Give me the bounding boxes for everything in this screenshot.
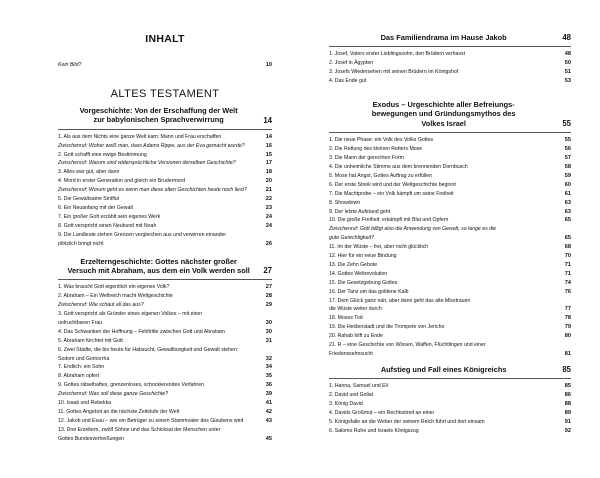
toc-entry[interactable] [58,408,272,417]
divider [58,129,272,130]
entry-page: 17 [265,160,272,167]
entry-list [58,133,272,249]
entry-page: 21 [265,187,272,194]
toc-entry[interactable] [58,292,272,301]
toc-entry[interactable] [329,323,571,332]
toc-entry[interactable] [58,240,272,249]
toc-entry[interactable] [329,225,571,234]
toc-entry[interactable] [329,59,571,68]
section-title-line: bewegungen und Gründungsmythos des [371,109,516,119]
toc-entry[interactable] [58,159,272,168]
entry-title: 2. Gott schafft eine ewige Bestimmung [58,151,147,158]
entry-page: 55 [564,137,571,144]
entry-title: 2. Die Rettung des kleinen Retters Mose [329,146,423,153]
toc-entry[interactable] [58,195,272,204]
entry-title: Zwischenruf: Gott billigt also die Anwendung von Gewalt, so lange es die [329,226,497,233]
entry-title: 6. Zwei Städte, die bis heute für Habsucht, Gewaltlosigkeit und Gewalt stehen: [58,346,239,353]
entry-title: 11. Im der Wüste – frei, aber nicht glücklich [329,244,429,251]
entry-page: 76 [564,288,571,295]
entry-title: die Wüste weiter durch [329,306,382,313]
entry-title: plötzlich bringt nicht [58,240,104,247]
toc-entry[interactable] [58,204,272,213]
entry-page: 71 [564,270,571,277]
entry-title: 1. Hanna, Samuel und Eli [329,383,388,390]
toc-entry[interactable] [329,136,571,145]
section-page: 48 [562,33,571,43]
entry-title: 11. Gottes Angebot an die nächste Zeitstufe der Welt [58,409,180,415]
entry-page: 53 [564,78,571,85]
section-title-line: Vorgeschichte: Von der Erschaffung der Welt [79,105,238,115]
entry-title: 18. Moses Tod [329,315,363,322]
toc-entry[interactable] [329,305,571,314]
entry-title: 4. Das Ende gut [329,78,367,85]
toc-entry[interactable] [58,310,272,319]
entry-page: 29 [265,302,272,309]
section-heading-koenigreich[interactable] [329,365,571,374]
entry-page: 26 [265,240,272,247]
entry-title: 8. Gott verspricht einen Neubund mit Noah [58,222,157,229]
right-page [329,0,571,436]
toc-entry[interactable] [329,418,571,427]
entry-page: 48 [564,51,571,58]
entry-title: 10. Die große Freiheit: erkämpft mit Blut und Opfern [329,217,449,224]
entry-title: Zwischenruf: Wie schaut all das aus? [58,302,144,309]
entry-page: 59 [564,172,571,179]
entry-page: 35 [265,373,272,380]
entry-title: Zwischenruf: Woher weiß man, dass Adams Rippe, aus der Eva gemacht wurde? [58,142,245,149]
entry-title: 20. Rahab hilft zu Ende [329,333,383,340]
divider [329,132,571,133]
toc-entry[interactable] [329,261,571,270]
section-page: 14 [263,115,272,125]
entry-page: 92 [564,427,571,434]
toc-entry[interactable] [58,399,272,408]
toc-entry[interactable] [329,279,571,288]
toc-entry[interactable] [329,50,571,59]
entry-page: 43 [265,417,272,424]
entry-title: 12. Hier für ein neue Bindung [329,253,397,260]
entry-title: Gottes Bundesverheißungen [58,435,125,442]
entry-page: 27 [265,284,272,291]
entry-title: gute Gerechtigkeit? [329,235,374,242]
entry-page: 85 [564,383,571,390]
toc-entry[interactable] [329,77,571,86]
entry-title: Sodom und Gomorrha [58,355,110,362]
toc-entry[interactable] [58,231,272,240]
entry-title: 12. Jakob und Esau – wie ein Betrüger zu einem Stammvater des Glaubens wird [58,417,244,424]
entry-page: 31 [265,337,272,344]
entry-title: 3. Gott verspricht als Gründer eines eigenen Volkes – mit einer [58,311,203,318]
entry-page: 88 [564,401,571,408]
entry-page: 15 [265,151,272,158]
entry-page: 22 [265,196,272,203]
entry-title: 3. König David [329,401,363,408]
toc-entry[interactable] [329,400,571,409]
section-heading-exodus[interactable] [329,100,571,128]
entry-title: 5. Mose hat Angst, Gottes Auftrag zu erfüllen [329,172,432,179]
entry-title: 2. Abraham – Ein Weltreich macht Weltgeschichte [58,293,173,300]
toc-entry[interactable] [58,372,272,381]
toc-entry[interactable] [329,252,571,261]
toc-entry[interactable] [58,142,272,151]
toc-entry[interactable] [58,222,272,231]
entry-page: 68 [564,244,571,251]
entry-title: 13. Die Zehn Gebote [329,261,378,268]
part-heading: ALTES TESTAMENT [110,87,220,100]
divider [58,279,272,280]
section-heading-erzeltern[interactable] [58,257,272,276]
entry-page: 80 [564,333,571,340]
entry-page: 74 [564,279,571,286]
entry-page: 14 [265,133,272,140]
toc-entry[interactable] [329,172,571,181]
section-title-line: zur babylonischen Sprachverwirrung [93,115,224,125]
entry-title: 1. Als aus dem Nichts eine ganze Welt kam: Mann und Frau erschaffen [58,133,222,140]
entry-page: 42 [265,409,272,415]
toc-entry[interactable] [329,382,571,391]
entry-page: 63 [564,208,571,215]
entry-page: 28 [265,293,272,300]
entry-list [329,382,571,435]
entry-title: 3. Die Mann der gerechten Form [329,155,404,162]
toc-entry[interactable] [329,190,571,199]
entry-page: 34 [265,364,272,371]
entry-page: 10 [265,62,272,68]
toc-entry[interactable] [329,154,571,163]
entry-page: 23 [265,204,272,211]
divider [329,46,571,47]
section-title-line: Aufstieg und Fall eines Königreichs [380,364,507,374]
toc-entry[interactable] [58,426,272,435]
section-title-line: Erzelterngeschichte: Gottes nächster großer [80,256,237,266]
toc-entry[interactable] [58,337,272,346]
entry-page: 18 [265,169,272,176]
toc-entry[interactable] [58,133,272,142]
entry-title: 7. Ein großer Gott erzählt sein eigenes Werk [58,213,161,220]
toc-entry[interactable] [329,208,571,217]
section-page: 55 [562,119,571,129]
entry-page: 41 [265,400,272,407]
toc-entry[interactable] [329,145,571,154]
entry-title: 5. Abraham fürchtet mit Gott [58,337,123,344]
section-title-line: Exodus – Urgeschichte aller Befreiungs- [372,100,515,110]
entry-title: 5. Die Gewaltsame Sintflut [58,196,120,203]
entry-page: 20 [265,178,272,185]
entry-title: 6. Ein Neuanfang mit der Gewalt [58,204,133,211]
entry-title: Zwischenruf: Warum sind widersprüchliche Versionen derselben Geschichte? [58,160,236,167]
entry-list [329,50,571,86]
entry-page: 58 [564,163,571,170]
toc-entry[interactable] [329,163,571,172]
entry-page: 79 [564,324,571,331]
toc-entry[interactable] [58,283,272,292]
toc-entry[interactable] [329,427,571,436]
entry-page: 71 [564,261,571,268]
toc-entry[interactable] [58,390,272,399]
entry-page: 16 [265,142,272,149]
entry-title: 16. Der Tanz um das goldene Kalb [329,288,409,295]
entry-title: 9. Der letzte Aufstand geht [329,208,391,215]
section-title-line: Das Familiendrama im Hause Jakob [380,33,507,42]
entry-page: 24 [265,213,272,220]
left-page [58,0,272,444]
toc-entry[interactable] [329,234,571,243]
toc-entry[interactable] [329,181,571,190]
entry-page: 39 [265,391,272,398]
entry-title: 6. Salomo Ruhe und Israels Königszug [329,427,419,434]
entry-title: 17. Dem Glück ganz nah, aber dann geht das alte Misstrauen [329,297,471,304]
entry-title: 9. Die Landleute ziehen Grenzen vergleichen aus und verwirren einander [58,231,227,238]
entry-title: 4. Die unheimliche Stimme aus dem brennenden Dornbusch [329,163,468,170]
toc-entry[interactable] [329,68,571,77]
entry-title: 21. R – eine Geschichte von Wissen, Waffen, Flüchtlingen und einer [329,342,486,349]
entry-page: 70 [564,253,571,260]
toc-entry[interactable] [58,168,272,177]
entry-title: 14. Gottes Weltrevolution [329,270,388,277]
divider [329,378,571,379]
entry-page: 32 [265,355,272,362]
entry-page: 77 [564,306,571,313]
entry-title: 1. Josef, Vaters erster Lieblingssohn, den Brüdern verhasst [329,51,466,58]
entry-page: 24 [265,222,272,229]
entry-title: 13. Drei Erzeltern, zwölf Söhne und das Schicksal der Menschen unter [58,426,221,433]
entry-page: 51 [564,69,571,76]
entry-page: 78 [564,315,571,322]
entry-title: 3. Alles war gut, aber dann [58,169,120,176]
toc-entry[interactable] [58,435,272,444]
entry-title: 7. Endlich: ein Sohn [58,364,105,371]
toc-entry[interactable] [329,297,571,306]
entry-page: 63 [564,199,571,206]
entry-title: 8. Abraham opfert [58,373,100,380]
entry-title: Zwischenruf: Worum geht es wenn man diese alten Geschichten heute noch liest? [58,187,247,194]
toc-entry[interactable] [329,270,571,279]
entry-title: 10. Isaak und Rebekka [58,400,112,407]
entry-page: 86 [564,392,571,399]
entry-title: 2. David und Goliat [329,392,374,399]
toc-entry[interactable] [58,328,272,337]
entry-page: 56 [564,146,571,153]
entry-page: 60 [564,181,571,188]
section-page: 85 [562,365,571,375]
toc-entry[interactable] [329,350,571,359]
entry-list [58,283,272,443]
entry-title: 19. Die Heldenstadt und die Trompete von Jericho [329,324,445,331]
toc-entry[interactable] [58,186,272,195]
entry-title: 9. Gottes rätselhaftes, grenzenloses, schockierendes Verfahren [58,382,204,389]
entry-list [329,136,571,359]
entry-page: 81 [564,351,571,357]
entry-title: 2. Josef in Ägypten [329,60,374,67]
entry-title: 3. Josefs Wiedersehen mit seinen Brüdern im Königshof [329,69,459,76]
toc-entry[interactable] [58,151,272,160]
toc-entry[interactable] [329,288,571,297]
entry-title: Zwischenruf: Was soll diese ganze Geschichte? [58,391,169,398]
entry-page: 65 [564,235,571,242]
entry-page: 50 [564,60,571,67]
entry-page: 57 [564,155,571,162]
toc-entry[interactable] [58,363,272,372]
entry-page: 65 [564,217,571,224]
entry-title: 4. Mord in erster Generation und gleich ein Brudermord [58,178,186,185]
entry-page: 45 [265,435,272,442]
entry-title: 7. Die Machtprobe – ein Volk kämpft um seine Freiheit [329,190,454,197]
entry-page: 36 [265,382,272,389]
entry-title: 6. Der erste Streik wird und der Weltgeschichte beginnt [329,181,456,188]
entry-page: 91 [564,418,571,425]
entry-title: 1. Die neue Phase: ein Volk des Volks Gottes [329,137,434,144]
toc-entry[interactable] [329,409,571,418]
toc-entry[interactable] [58,213,272,222]
toc-entry[interactable] [329,341,571,350]
section-title-line: Volkes Israel [421,118,466,128]
toc-entry[interactable] [58,346,272,355]
toc-entry[interactable] [329,332,571,341]
entry-page: 30 [265,319,272,326]
entry-title: 8. Showdown [329,199,361,206]
toc-heading: INHALT [145,33,185,45]
toc-entry[interactable] [58,355,272,364]
entry-page: 61 [564,190,571,197]
entry-page: 89 [564,410,571,417]
entry-page: 30 [265,328,272,335]
toc-entry[interactable] [329,199,571,208]
toc-entry[interactable] [58,319,272,328]
section-title-line: Versuch mit Abraham, aus dem ein Volk werden soll [67,265,250,275]
toc-entry[interactable] [329,391,571,400]
entry-title: 5. Königsfalle an die Weber der seinem Reich führt und dort einsam [329,418,485,425]
entry-title: Kein Bild? [58,62,82,68]
entry-title: 4. Das Schwanken der Hoffnung – Fehltritte zwischen Gott und Abraham [58,328,225,335]
toc-entry[interactable] [329,216,571,225]
section-page: 27 [263,266,272,276]
entry-title: Friedenssehnsucht [329,351,373,357]
toc-entry[interactable] [329,243,571,252]
toc-entry[interactable] [58,177,272,186]
toc-entry[interactable] [58,301,272,310]
entry-title: unfruchtbaren Frau [58,319,103,326]
toc-entry-intro[interactable] [58,61,272,70]
toc-entry[interactable] [58,381,272,390]
toc-entry[interactable] [58,417,272,426]
section-heading-vorgeschichte[interactable] [58,106,272,125]
section-heading-familiendrama[interactable] [329,33,571,42]
entry-title: 1. Was braucht Gott eigentlich ein eigenes Volk? [58,284,170,291]
entry-title: 15. Die Gesetzgebung Gottes [329,279,398,286]
toc-entry[interactable] [329,314,571,323]
entry-title: 4. Davids Großmut – ein Rechtsstreit an einer [329,410,435,417]
